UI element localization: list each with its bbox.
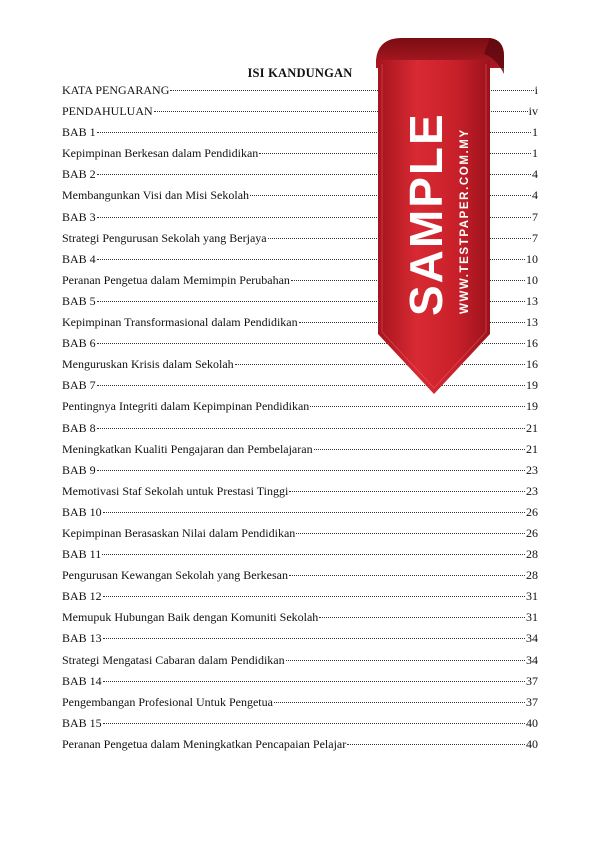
dot-leader [319,617,525,618]
dot-leader [286,660,525,661]
toc-entry [62,484,538,505]
toc-label: BAB 7 [62,378,96,393]
toc-label: BAB 8 [62,420,96,435]
toc-page-number: 1 [532,146,538,161]
dot-leader [289,491,525,492]
dot-leader [347,744,525,745]
toc-page-number: 4 [532,188,538,203]
toc-page-number: 26 [526,504,538,519]
toc-page-number: 34 [526,631,538,646]
toc-entry [62,737,538,758]
toc-label: BAB 5 [62,293,96,308]
toc-label: BAB 10 [62,504,102,519]
toc-page-number: 34 [526,652,538,667]
toc-entry [62,674,538,695]
toc-entry [62,610,538,631]
toc-page-number: 4 [532,167,538,182]
toc-label: BAB 9 [62,462,96,477]
page-title: ISI KANDUNGAN [247,66,353,80]
toc-label: BAB 14 [62,673,102,688]
toc-page-number: 23 [526,462,538,477]
toc-label: Pentingnya Integriti dalam Kepimpinan Pendidikan [62,399,310,414]
dot-leader [103,723,525,724]
dot-leader [296,533,525,534]
toc-entry [62,589,538,610]
toc-page-number: 31 [526,589,538,604]
toc-page-number: 19 [526,378,538,393]
toc-page-number: 1 [532,125,538,140]
toc-page-number: 16 [526,336,538,351]
toc-entry [62,653,538,674]
toc-label: Kepimpinan Berkesan dalam Pendidikan [62,146,259,161]
toc-label: PENDAHULUAN [62,104,153,119]
dot-leader [310,406,525,407]
toc-label: BAB 6 [62,336,96,351]
toc-entry [62,463,538,484]
toc-label: Kepimpinan Berasaskan Nilai dalam Pendidikan [62,525,296,540]
toc-label: BAB 12 [62,589,102,604]
toc-label: Menguruskan Krisis dalam Sekolah [62,357,234,372]
toc-label: BAB 13 [62,631,102,646]
toc-page-number: 40 [526,736,538,751]
toc-entry [62,695,538,716]
toc-entry [62,399,538,420]
toc-label: Membangunkan Visi dan Misi Sekolah [62,188,250,203]
toc-page-number: i [534,83,538,97]
toc-page-number: 37 [526,694,538,709]
sample-text: SAMPLE [400,112,452,316]
toc-label: Pengembangan Profesional Untuk Pengetua [62,694,273,709]
toc-page-number: 23 [526,483,538,498]
toc-label: Peranan Pengetua dalam Memimpin Perubahan [62,272,290,287]
toc-entry [62,442,538,463]
dot-leader [289,575,525,576]
url-text: WWW.TESTPAPER.COM.MY [459,128,471,314]
dot-leader [103,596,525,597]
toc-page-number: 10 [526,251,538,266]
toc-label: Strategi Mengatasi Cabaran dalam Pendidikan [62,652,285,667]
toc-label: Pengurusan Kewangan Sekolah yang Berkesan [62,568,288,583]
dot-leader [102,554,525,555]
dot-leader [103,512,525,513]
toc-label: BAB 4 [62,251,96,266]
dot-leader [103,681,525,682]
toc-page-number: 16 [526,357,538,372]
toc-label: BAB 3 [62,209,96,224]
toc-page-number: 28 [526,568,538,583]
toc-page-number: 31 [526,610,538,625]
toc-label: Strategi Pengurusan Sekolah yang Berjaya [62,230,267,245]
dot-leader [274,702,525,703]
toc-entry [62,526,538,547]
toc-label: KATA PENGARANG [62,83,170,97]
toc-page-number: 7 [532,209,538,224]
toc-label: Peranan Pengetua dalam Meningkatkan Pencapaian Pelajar [62,736,347,751]
toc-page-number: 37 [526,673,538,688]
dot-leader [314,449,525,450]
toc-label: BAB 15 [62,715,102,730]
toc-label: Memotivasi Staf Sekolah untuk Prestasi Tinggi [62,483,289,498]
toc-label: Memupuk Hubungan Baik dengan Komuniti Sekolah [62,610,319,625]
toc-page-number: 19 [526,399,538,414]
sample-watermark-ribbon [372,34,508,402]
toc-label: Meningkatkan Kualiti Pengajaran dan Pembelajaran [62,441,313,456]
dot-leader [103,638,525,639]
toc-page-number: 40 [526,715,538,730]
toc-label: Kepimpinan Transformasional dalam Pendidikan [62,315,298,330]
toc-page-number: 13 [526,293,538,308]
toc-entry [62,716,538,737]
toc-page-number: 26 [526,525,538,540]
dot-leader [97,470,525,471]
toc-entry [62,421,538,442]
toc-label: BAB 11 [62,547,102,562]
toc-page-number: 28 [526,547,538,562]
toc-page-number: 21 [526,441,538,456]
toc-label: BAB 1 [62,125,96,140]
toc-page-number: 10 [526,272,538,287]
toc-label: BAB 2 [62,167,96,182]
toc-entry [62,631,538,652]
toc-entry [62,505,538,526]
toc-entry [62,547,538,568]
toc-page-number: 13 [526,315,538,330]
dot-leader [97,428,525,429]
toc-page-number: 21 [526,420,538,435]
toc-entry [62,568,538,589]
toc-page-number: iv [528,104,538,119]
toc-page-number: 7 [532,230,538,245]
